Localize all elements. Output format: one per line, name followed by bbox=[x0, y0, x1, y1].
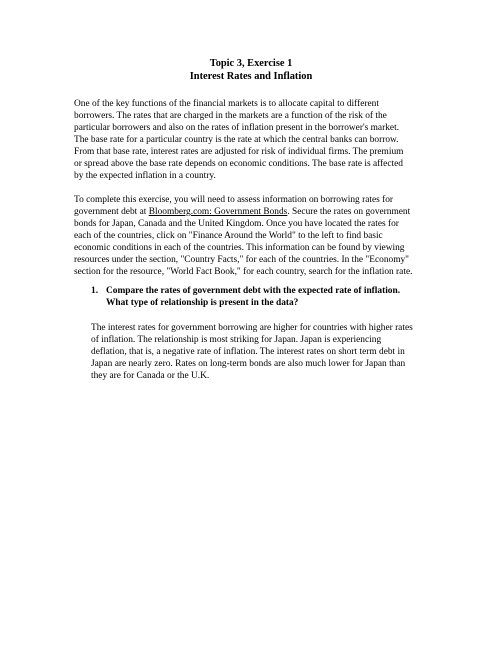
answer-line: of inflation. The relationship is most striking for Japan. Japan is experiencing bbox=[91, 335, 382, 345]
intro-line: borrowers. The rates that are charged in the markets are a function of the risk of the bbox=[74, 111, 387, 121]
intro-line: by the expected inflation in a country. bbox=[74, 171, 216, 181]
instructions-line: resources under the section, "Country Facts," for each of the countries. In the "Economy" bbox=[74, 255, 410, 265]
question-text: What type of relationship is present in the data? bbox=[106, 298, 299, 308]
document-title: Topic 3, Exercise 1 bbox=[209, 58, 293, 69]
answer-line: The interest rates for government borrowing are higher for countries with higher rates bbox=[91, 323, 413, 333]
instructions-line: economic conditions in each of the countries. This information can be found by viewing bbox=[74, 243, 405, 253]
answer-line: Japan are nearly zero. Rates on long-term bonds are also much lower for Japan than bbox=[91, 359, 406, 369]
intro-line: or spread above the base rate depends on economic conditions. The base rate is affected bbox=[74, 159, 403, 169]
document-subtitle: Interest Rates and Inflation bbox=[189, 71, 313, 82]
instructions-line: To complete this exercise, you will need to assess information on borrowing rates for bbox=[74, 195, 394, 205]
intro-line: The base rate for a particular country is the rate at which the central banks can borrow. bbox=[74, 135, 399, 145]
intro-line: From that base rate, interest rates are adjusted for risk of individual firms. The premium bbox=[74, 147, 404, 157]
answer-line: they are for Canada or the U.K. bbox=[91, 371, 210, 381]
question-text: Compare the rates of government debt with the expected rate of inflation. bbox=[106, 286, 401, 296]
answer-line: deflation, that is, a negative rate of inflation. The interest rates on short term debt in bbox=[91, 347, 405, 357]
instructions-line: section for the resource, "World Fact Book," for each country, search for the inflation rate. bbox=[74, 267, 413, 277]
instructions-text: . Secure the rates on government bbox=[287, 207, 411, 217]
instructions-line-with-link bbox=[74, 206, 410, 218]
question-number: 1. bbox=[91, 286, 99, 296]
instructions-text: government debt at bbox=[74, 207, 149, 217]
bloomberg-government-bonds-link[interactable]: Bloomberg.com: Government Bonds bbox=[148, 207, 288, 217]
instructions-line: bonds for Japan, Canada and the United Kingdom. Once you have located the rates for bbox=[74, 219, 399, 229]
intro-line: particular borrowers and also on the rates of inflation present in the borrower's market. bbox=[74, 123, 400, 133]
instructions-line: each of the countries, click on "Finance Around the World" to the left to find basic bbox=[74, 231, 383, 241]
intro-line: One of the key functions of the financial markets is to allocate capital to different bbox=[74, 99, 379, 109]
